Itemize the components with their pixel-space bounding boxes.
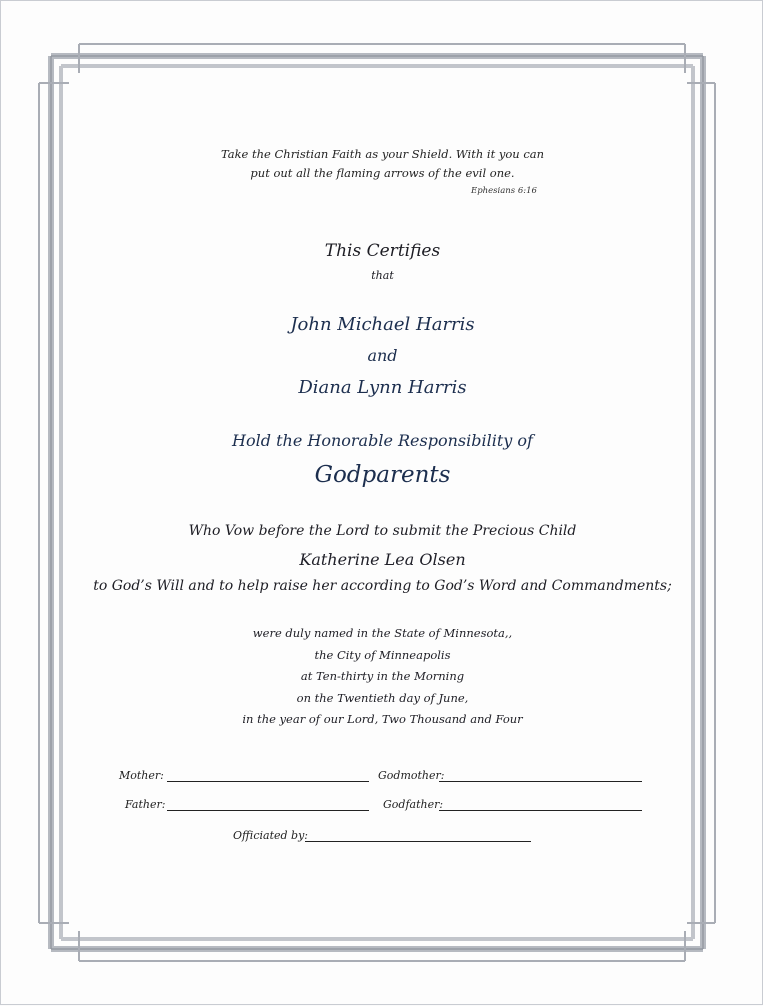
godfather-signature-line [439, 810, 642, 811]
officiant-label: Officiated by: [233, 829, 308, 842]
city-line: the City of Minneapolis [314, 648, 451, 662]
year-line: in the year of our Lord, Two Thousand and Four [242, 712, 523, 726]
vow-line-1: Who Vow before the Lord to submit the Precious Child [188, 523, 577, 539]
father-label: Father: [125, 798, 166, 811]
state-line: were duly named in the State of Minnesota,, [252, 626, 513, 640]
mother-signature-line [167, 781, 369, 782]
role-title: Godparents [314, 462, 451, 488]
godmother-signature-line [439, 781, 642, 782]
godmother-label: Godmother: [378, 769, 445, 782]
godparent-name-1: John Michael Harris [290, 314, 475, 335]
verse-line-1: Take the Christian Faith as your Shield. With it you can [220, 147, 545, 161]
godfather-label: Godfather: [383, 798, 444, 811]
father-signature-line [167, 810, 369, 811]
verse-line-2: put out all the flaming arrows of the evil one. [250, 166, 515, 180]
child-name: Katherine Lea Olsen [299, 550, 466, 569]
godparent-name-2: Diana Lynn Harris [298, 377, 467, 398]
that-word: that [371, 269, 394, 282]
certifies-heading: This Certifies [324, 241, 441, 261]
mother-label: Mother: [119, 769, 164, 782]
responsibility-line: Hold the Honorable Responsibility of [232, 431, 533, 450]
and-word: and [367, 346, 398, 365]
verse-reference: Ephesians 6:16 [471, 186, 537, 196]
officiant-signature-line [305, 841, 531, 842]
time-line: at Ten-thirty in the Morning [300, 669, 465, 683]
vow-line-2: to God’s Will and to help raise her according to God’s Word and Commandments; [93, 578, 672, 594]
date-line: on the Twentieth day of June, [296, 691, 469, 705]
